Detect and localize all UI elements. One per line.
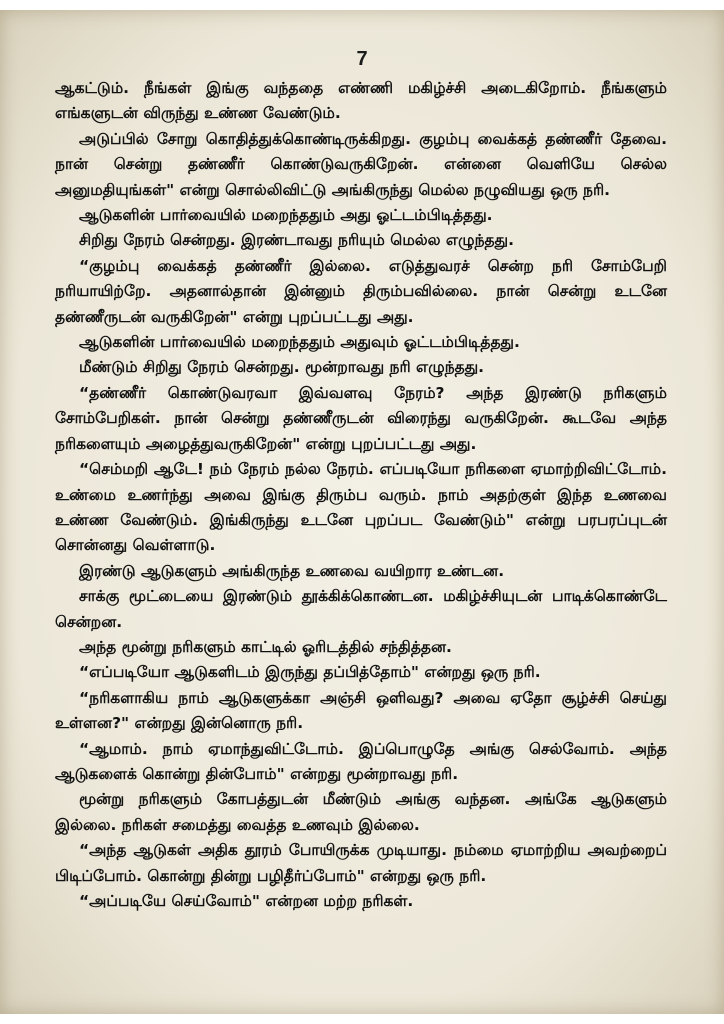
paragraph: சிறிது நேரம் சென்றது. இரண்டாவது நரியும் மெல்ல எழுந்தது. [79, 231, 514, 250]
paragraph: மீண்டும் சிறிது நேரம் சென்றது. மூன்றாவது நரி எழுந்தது. [79, 358, 485, 377]
paragraph: இரண்டு ஆடுகளும் அங்கிருந்த உணவை வயிறார உண்டன. [79, 561, 505, 580]
paragraph: “ஆமாம். நாம் ஏமாந்துவிட்டோம். இப்பொழுதே அங்கு செல்வோம். அந்த ஆடுகளைக் கொன்று தின்போம்" என்றது மூன்றாவது நரி. [55, 739, 667, 783]
page-number: 7 [356, 48, 368, 70]
paragraph: ஆகட்டும். நீங்கள் இங்கு வந்ததை எண்ணி மகிழ்ச்சி அடைகிறோம். நீங்களும் எங்களுடன் விருந்து உண்ண வேண்டும். [55, 79, 667, 123]
scanned-page [0, 10, 724, 1014]
paragraph: “அப்படியே செய்வோம்" என்றன மற்ற நரிகள். [79, 892, 414, 910]
paragraph: “நரிகளாகிய நாம் ஆடுகளுக்கா அஞ்சி ஒளிவது? அவை ஏதோ சூழ்ச்சி செய்து உள்ளன?" என்றது இன்னொரு நரி. [55, 688, 667, 733]
paragraph: அடுப்பில் சோறு கொதித்துக்கொண்டிருக்கிறது. குழம்பு வைக்கத் தண்ணீர் தேவை. நான் சென்று தண்ணீர் கொண்டுவருகிறேன். என்னை வெளியே செல்ல அனுமதியுங்கள்" என்று சொல்லிவிட்டு அங்கிருந்து மெல்ல நழுவியது ஒரு நரி. [55, 129, 667, 199]
paragraph: “குழம்பு வைக்கத் தண்ணீர் இல்லை. எடுத்துவரச் சென்ற நரி சோம்பேறி நரியாயிற்றே. அதனால்தான் இன்னும் திரும்பவில்லை. நான் சென்று உடனே தண்ணீருடன் வருகிறேன்" என்று புறப்பட்டது அது. [55, 256, 667, 326]
paragraph: “அந்த ஆடுகள் அதிக தூரம் போயிருக்க முடியாது. நம்மை ஏமாற்றிய அவற்றைப் பிடிப்போம். கொன்று தின்று பழிதீர்ப்போம்" என்றது ஒரு நரி. [55, 841, 667, 885]
paragraph: “தண்ணீர் கொண்டுவரவா இவ்வளவு நேரம்? அந்த இரண்டு நரிகளும் சோம்பேறிகள். நான் சென்று தண்ணீருடன் விரைந்து வருகிறேன். கூடவே அந்த நரிகளையும் அழைத்துவருகிறேன்" என்று புறப்பட்டது அது. [55, 383, 667, 453]
paragraph: மூன்று நரிகளும் கோபத்துடன் மீண்டும் அங்கு வந்தன. அங்கே ஆடுகளும் இல்லை. நரிகள் சமைத்து வைத்த உணவும் இல்லை. [55, 790, 667, 834]
body-text [55, 76, 667, 914]
paragraph: “எப்படியோ ஆடுகளிடம் இருந்து தப்பித்தோம்" என்றது ஒரு நரி. [79, 663, 541, 682]
paragraph: ஆடுகளின் பார்வையில் மறைந்ததும் அதுவும் ஓட்டம்பிடித்தது. [79, 333, 520, 352]
paragraph: ஆடுகளின் பார்வையில் மறைந்ததும் அது ஓட்டம்பிடித்தது. [79, 206, 493, 225]
paragraph: அந்த மூன்று நரிகளும் காட்டில் ஓரிடத்தில் சந்தித்தன. [79, 637, 452, 656]
paragraph: “செம்மறி ஆடே! நம் நேரம் நல்ல நேரம். எப்படியோ நரிகளை ஏமாற்றிவிட்டோம். உண்மை உணர்ந்து அவை இங்கு திரும்ப வரும். நாம் அதற்குள் இந்த உணவை உண்ண வேண்டும். இங்கிருந்து உடனே புறப்பட வேண்டும்" என்று பரபரப்புடன் சொன்னது வெள்ளாடு. [55, 460, 667, 555]
paragraph: சாக்கு மூட்டையை இரண்டும் தூக்கிக்கொண்டன. மகிழ்ச்சியுடன் பாடிக்கொண்டே சென்றன. [55, 587, 667, 631]
